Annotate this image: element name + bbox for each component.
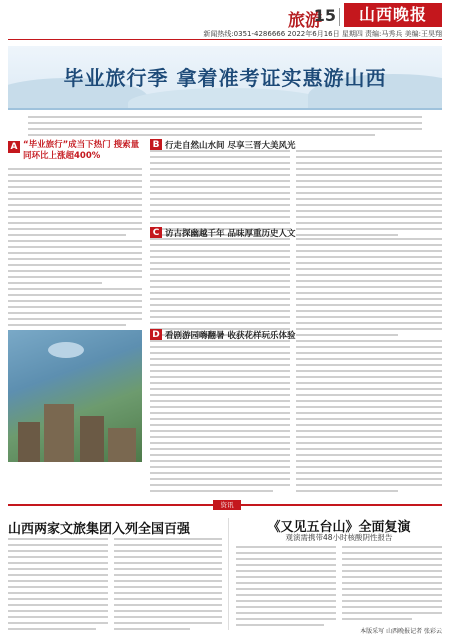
section-title: 访古探幽越千年 品味厚重历史人文 [165, 228, 296, 239]
bottom-right-body [236, 546, 336, 630]
section-title: 看剧游园嗨翻暑 收获花样玩乐体验 [165, 330, 296, 341]
section-d-body [150, 340, 290, 496]
section-title: 行走自然山水间 尽享三晋大美风光 [165, 140, 296, 151]
bottom-right-subtitle: 观演需携带48小时核酸阴性报告 [285, 533, 393, 542]
header-meta-line: 新闻热线:0351-4286666 2022年6月16日 星期四 责编:马秀兵 美编:王昊翔 [203, 30, 442, 38]
bottom-divider [228, 518, 229, 630]
section-badge: A [8, 141, 20, 153]
photo-sky [48, 342, 84, 358]
bottom-left-title: 山西两家文旅集团入列全国百强 [8, 522, 191, 537]
section-d-body [296, 340, 442, 496]
tourism-photo [8, 330, 142, 462]
bottom-left-body [114, 538, 222, 634]
photo-building [18, 422, 40, 462]
separator-tag: 资讯 [213, 500, 241, 510]
section-c-body [296, 238, 442, 340]
section-name: 旅游 [288, 11, 322, 31]
photo-building [80, 416, 104, 462]
banner-hill [128, 88, 328, 110]
main-headline: 毕业旅行季 拿着准考证实惠游山西 [63, 66, 387, 90]
lead-paragraph [28, 116, 422, 140]
section-a-body [8, 168, 142, 326]
byline-credit: 本版采写 山西晚报记者 张彩云 [360, 628, 442, 635]
section-a [8, 140, 142, 462]
section-badge: C [150, 227, 162, 239]
section-a-heading [8, 140, 142, 162]
bottom-right-title: 《又见五台山》全面复演 [267, 520, 411, 535]
section-b-body [296, 150, 442, 240]
header-divider [339, 8, 340, 26]
section-title: “毕业旅行”成当下热门 搜索量同环比上涨超400% [23, 140, 140, 161]
bottom-left-body [8, 538, 108, 634]
photo-building [108, 428, 136, 462]
section-badge: D [150, 329, 162, 341]
page-number: 15 [313, 6, 336, 25]
header-rule [8, 39, 442, 40]
photo-building [44, 404, 74, 462]
bottom-right-body [342, 546, 442, 624]
page-header [0, 0, 450, 42]
masthead-logo: 山西晚报 [344, 3, 442, 27]
section-separator [8, 500, 442, 510]
section-badge: B [150, 139, 162, 151]
section-c-body [150, 238, 290, 340]
